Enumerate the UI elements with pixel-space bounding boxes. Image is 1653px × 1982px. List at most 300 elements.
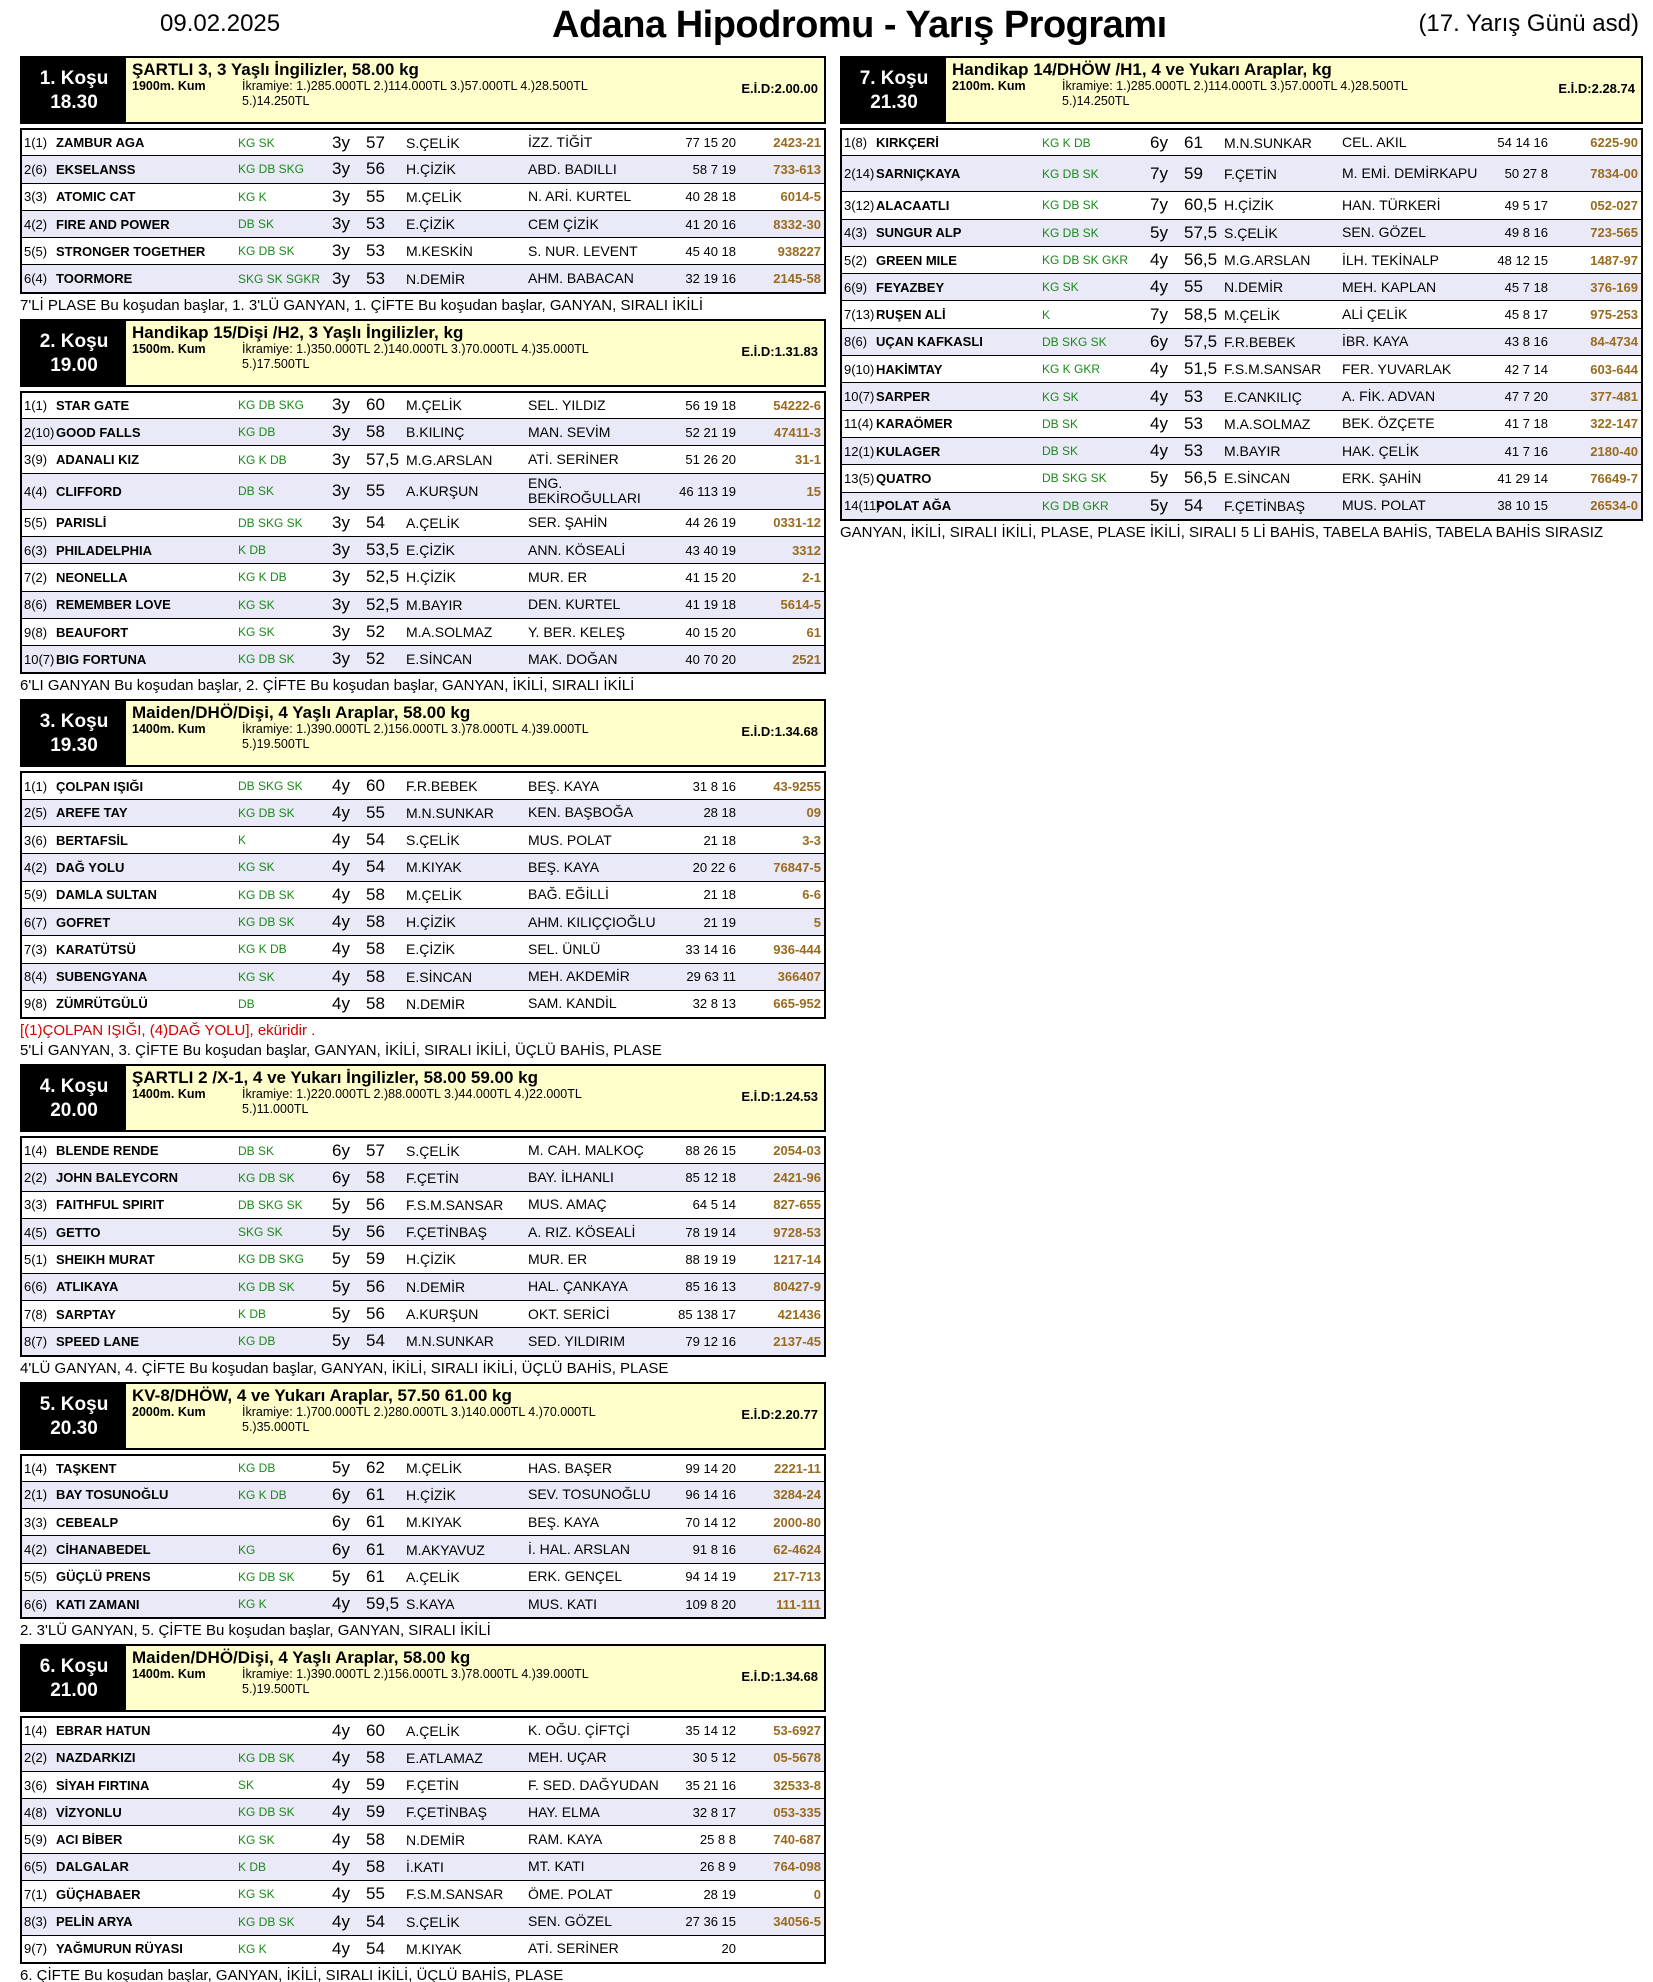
race-header <box>840 56 1643 124</box>
horse-weight: 58 <box>366 1747 385 1767</box>
race-block <box>20 1644 826 1982</box>
horse-stats: 38 10 15 <box>1497 498 1548 514</box>
horse-weight: 58 <box>366 993 385 1013</box>
horse-age: 4y <box>332 1594 350 1614</box>
horse-stats: 26 8 9 <box>699 1859 736 1875</box>
jockey-name: M.BAYIR <box>406 596 463 613</box>
horse-post-number: 5(1) <box>24 1251 48 1267</box>
horse-stats: 31 8 16 <box>692 778 736 794</box>
horse-name: SUNGUR ALP <box>876 225 962 241</box>
horse-equipment: KG DB SK <box>238 1279 295 1294</box>
horse-equipment: KG DB <box>238 425 276 440</box>
horse-row <box>22 128 824 155</box>
horse-equipment: DB SKG SK <box>1042 471 1107 486</box>
horse-age: 6y <box>332 1140 350 1160</box>
horse-stats: 49 5 17 <box>1504 197 1548 213</box>
horse-age: 5y <box>332 1276 350 1296</box>
horse-age: 5y <box>332 1222 350 1242</box>
horse-age: 6y <box>332 1512 350 1532</box>
horse-row <box>22 1454 824 1481</box>
horse-row <box>22 799 824 826</box>
race-block <box>20 319 826 698</box>
horse-form: 32533-8 <box>773 1777 821 1793</box>
horse-equipment: K DB <box>238 1307 267 1322</box>
trainer-name: AHM. KILIÇÇIOĞLU <box>528 913 656 930</box>
trainer-name: ATİ. SERİNER <box>528 1940 619 1957</box>
horse-form: 31-1 <box>794 452 821 468</box>
horse-name: GÜÇLÜ PRENS <box>56 1569 151 1585</box>
horse-weight: 57,5 <box>1184 222 1218 242</box>
trainer-name: OKT. SERİCİ <box>528 1305 610 1322</box>
trainer-name: BEŞ. KAYA <box>528 1513 600 1530</box>
horse-row <box>22 1798 824 1825</box>
horse-weight: 56 <box>366 1276 385 1296</box>
horse-name: SHEIKH MURAT <box>56 1251 155 1267</box>
race-header <box>20 1064 826 1132</box>
horse-row <box>22 881 824 908</box>
horse-stats: 30 5 12 <box>692 1750 736 1766</box>
trainer-name: MUS. AMAÇ <box>528 1196 607 1213</box>
horse-age: 4y <box>332 912 350 932</box>
horse-stats: 77 15 20 <box>685 135 736 151</box>
horse-stats: 48 12 15 <box>1497 252 1548 268</box>
trainer-name: ALİ ÇELİK <box>1342 306 1408 323</box>
race-number-box <box>22 1384 126 1448</box>
horse-post-number: 7(1) <box>24 1886 48 1902</box>
horse-equipment: KG DB SK <box>1042 166 1099 181</box>
horse-post-number: 9(8) <box>24 624 48 640</box>
horse-post-number: 8(3) <box>24 1914 48 1929</box>
jockey-name: F.ÇETİN <box>406 1169 459 1186</box>
jockey-name: H.ÇİZİK <box>406 1486 456 1503</box>
horse-weight: 58 <box>366 912 385 932</box>
race-number: 5. Koşu <box>39 1393 109 1415</box>
horse-form: 8332-30 <box>773 216 821 232</box>
horse-form: 723-565 <box>1590 225 1638 241</box>
horse-form: 26534-0 <box>1590 498 1638 514</box>
horse-stats: 45 8 17 <box>1504 307 1548 323</box>
horse-stats: 41 15 20 <box>685 569 736 585</box>
horse-weight: 61 <box>366 1566 385 1586</box>
horse-weight: 58 <box>366 1829 385 1849</box>
horse-weight: 56 <box>366 1194 385 1214</box>
horse-stats: 45 40 18 <box>685 243 736 259</box>
horse-age: 4y <box>332 1802 350 1822</box>
jockey-name: F.S.M.SANSAR <box>1224 361 1322 378</box>
jockey-name: A.KURŞUN <box>406 1306 479 1323</box>
horse-weight: 56,5 <box>1184 468 1218 488</box>
race-number-box <box>22 321 126 385</box>
horse-row <box>22 1563 824 1590</box>
horse-stats: 29 63 11 <box>686 969 736 985</box>
horse-equipment: KG SK <box>238 969 275 984</box>
horse-form: 665-952 <box>773 996 821 1012</box>
horse-name: TAŞKENT <box>56 1460 117 1476</box>
horse-form: 1217-14 <box>773 1251 821 1267</box>
horse-name: ADANALI KIZ <box>56 452 140 468</box>
trainer-name: MEH. KAPLAN <box>1342 278 1437 295</box>
jockey-name: M.N.SUNKAR <box>406 804 494 821</box>
horse-row <box>22 183 824 210</box>
horse-equipment: K <box>1042 307 1051 322</box>
horse-equipment: DB SK <box>1042 444 1079 459</box>
trainer-name: RAM. KAYA <box>528 1831 603 1848</box>
horse-age: 6y <box>1150 331 1168 351</box>
horse-equipment: KG SK <box>238 1832 275 1847</box>
horse-equipment: KG K <box>238 189 267 204</box>
horse-stats: 64 5 14 <box>692 1197 736 1213</box>
trainer-name: A. RIZ. KÖSEALİ <box>528 1223 636 1240</box>
trainer-name: F. SED. DAĞYUDAN <box>528 1776 659 1793</box>
horse-row <box>22 1218 824 1245</box>
horse-name: ÇOLPAN IŞIĞI <box>56 778 144 794</box>
trainer-name: SAM. KANDİL <box>528 995 617 1012</box>
horse-form: 6225-90 <box>1590 135 1638 151</box>
horse-weight: 53 <box>366 241 385 261</box>
horse-row <box>842 219 1641 246</box>
jockey-name: S.ÇELİK <box>1224 224 1278 241</box>
horse-name: PARISLİ <box>56 515 107 531</box>
horse-post-number: 3(6) <box>24 1777 48 1793</box>
jockey-name: A.ÇELİK <box>406 1722 460 1739</box>
horse-equipment: SK <box>238 1778 255 1793</box>
horse-name: EKSELANSS <box>56 161 136 177</box>
horse-form: 76649-7 <box>1590 470 1638 486</box>
jockey-name: F.S.M.SANSAR <box>406 1886 504 1903</box>
horse-age: 4y <box>332 1720 350 1740</box>
race-number-box <box>22 701 126 765</box>
trainer-name: CEL. AKIL <box>1342 134 1407 151</box>
horse-form: 5 <box>813 914 821 930</box>
jockey-name: S.ÇELİK <box>406 832 460 849</box>
horse-row <box>22 264 824 291</box>
horse-age: 5y <box>332 1566 350 1586</box>
horse-name: ZÜMRÜTGÜLÜ <box>56 996 148 1012</box>
trainer-name: İLH. TEKİNALP <box>1342 251 1440 268</box>
jockey-name: H.ÇİZİK <box>406 569 456 586</box>
horse-equipment: KG DB SK <box>238 1805 295 1820</box>
race-prize: İkramiye: 1.)700.000TL 2.)280.000TL 3.)140.000TL 4.)70.000TL <box>242 1404 596 1419</box>
horse-post-number: 5(5) <box>24 243 48 259</box>
horse-post-number: 9(7) <box>24 1941 48 1957</box>
horse-equipment: KG SK <box>1042 389 1079 404</box>
horse-equipment: KG SK <box>238 135 275 150</box>
jockey-name: A.ÇELİK <box>406 514 460 531</box>
horse-equipment: KG K GKR <box>1042 362 1101 377</box>
trainer-name: N. ARİ. KURTEL <box>528 188 632 205</box>
horse-row <box>842 300 1641 327</box>
horse-row <box>842 437 1641 464</box>
horse-equipment: KG DB SK GKR <box>1042 253 1129 268</box>
horse-post-number: 6(9) <box>844 279 868 295</box>
horse-age: 4y <box>332 1938 350 1958</box>
horse-equipment: KG DB <box>238 1461 276 1476</box>
trainer-name: MT. KATI <box>528 1858 585 1875</box>
horse-stats: 58 7 19 <box>692 161 736 177</box>
race-title: Maiden/DHÖ/Dişi, 4 Yaşlı Araplar, 58.00 kg <box>132 703 471 723</box>
horse-equipment: KG DB SKG <box>238 398 305 413</box>
horse-form: 3-3 <box>802 832 821 848</box>
trainer-name: K. OĞU. ÇİFTÇİ <box>528 1722 630 1739</box>
horse-form: 62-4624 <box>773 1542 821 1558</box>
race-header <box>20 1644 826 1712</box>
horse-row <box>22 1590 824 1617</box>
horse-name: UÇAN KAFKASLI <box>876 334 983 350</box>
race-block <box>20 1064 826 1379</box>
horse-name: BIG FORTUNA <box>56 651 147 667</box>
horse-stats: 21 18 <box>703 887 736 903</box>
horse-row <box>22 210 824 237</box>
horse-row <box>842 492 1641 519</box>
jockey-name: M.KIYAK <box>406 1940 462 1957</box>
horse-equipment: KG <box>238 1542 256 1557</box>
horse-stats: 42 7 14 <box>1504 361 1548 377</box>
horse-name: PHILADELPHIA <box>56 542 153 558</box>
horse-post-number: 6(6) <box>24 1279 48 1295</box>
horse-age: 3y <box>332 422 350 442</box>
race-prize: İkramiye: 1.)285.000TL 2.)114.000TL 3.)57.000TL 4.)28.500TL <box>1062 79 1408 93</box>
horse-post-number: 4(3) <box>844 225 868 241</box>
horse-age: 3y <box>332 395 350 415</box>
horse-post-number: 1(8) <box>844 135 868 151</box>
horse-weight: 56,5 <box>1184 250 1218 270</box>
jockey-name: M.AKYAVUZ <box>406 1541 485 1558</box>
horse-post-number: 10(7) <box>24 651 55 667</box>
horse-post-number: 1(4) <box>24 1460 48 1476</box>
horse-age: 3y <box>332 540 350 560</box>
horse-name: BLENDE RENDE <box>56 1143 159 1159</box>
horse-equipment: KG K DB <box>238 942 287 957</box>
horse-stats: 49 8 16 <box>1504 225 1548 241</box>
horse-equipment: K DB <box>238 1859 267 1874</box>
horse-stats: 44 26 19 <box>685 515 736 531</box>
horse-equipment: DB SK <box>238 1143 275 1158</box>
horse-equipment: KG DB SK <box>238 887 295 902</box>
horse-post-number: 4(4) <box>24 483 48 499</box>
trainer-name: BAY. İLHANLI <box>528 1169 614 1186</box>
horse-weight: 52,5 <box>366 567 400 587</box>
horse-equipment: K DB <box>238 543 267 558</box>
horse-post-number: 5(9) <box>24 887 48 903</box>
horse-post-number: 6(7) <box>24 914 48 930</box>
race-time: 19.30 <box>50 735 98 757</box>
horse-name: KULAGER <box>876 443 941 459</box>
horse-row <box>842 464 1641 491</box>
horse-age: 3y <box>332 481 350 501</box>
trainer-name: ÖME. POLAT <box>528 1885 613 1902</box>
horse-equipment: KG DB SKG <box>238 1252 305 1267</box>
horse-stats: 88 26 15 <box>685 1143 736 1159</box>
horse-equipment: KG DB SK <box>238 244 295 259</box>
jockey-name: M.ÇELİK <box>1224 306 1281 323</box>
trainer-name: MUR. ER <box>528 1250 588 1267</box>
horse-stats: 99 14 20 <box>685 1460 736 1476</box>
horse-table <box>20 771 826 1019</box>
trainer-name: ERK. ŞAHİN <box>1342 469 1422 486</box>
horse-row <box>22 536 824 563</box>
horse-equipment: KG K DB <box>238 570 287 585</box>
horse-post-number: 9(8) <box>24 996 48 1012</box>
horse-stats: 41 7 18 <box>1504 416 1548 432</box>
horse-form: 3312 <box>792 542 821 558</box>
horse-form: 322-147 <box>1590 416 1638 432</box>
race-time: 20.30 <box>50 1417 98 1439</box>
horse-stats: 20 <box>721 1941 736 1957</box>
horse-name: TOORMORE <box>56 271 133 287</box>
horse-age: 5y <box>332 1249 350 1269</box>
horse-age: 5y <box>332 1458 350 1478</box>
horse-row <box>22 826 824 853</box>
horse-equipment: DB SKG SK <box>1042 334 1107 349</box>
horse-age: 3y <box>332 622 350 641</box>
horse-stats: 27 36 15 <box>685 1914 736 1929</box>
horse-post-number: 3(6) <box>24 832 48 848</box>
horse-post-number: 5(9) <box>24 1832 48 1848</box>
horse-row <box>22 1853 824 1880</box>
horse-post-number: 14(11) <box>844 498 881 514</box>
horse-table <box>20 128 826 294</box>
horse-stats: 52 21 19 <box>685 424 736 440</box>
horse-form: 936-444 <box>773 941 821 957</box>
horse-post-number: 5(2) <box>844 252 868 268</box>
jockey-name: N.DEMİR <box>406 1278 466 1295</box>
horse-stats: 40 28 18 <box>685 189 736 205</box>
horse-stats: 46 113 19 <box>679 483 736 499</box>
horse-stats: 78 19 14 <box>685 1224 736 1240</box>
horse-post-number: 4(5) <box>24 1224 48 1240</box>
horse-name: HAKİMTAY <box>876 361 943 377</box>
horse-row <box>22 473 824 509</box>
horse-equipment: K <box>238 833 247 848</box>
horse-age: 4y <box>1150 250 1168 270</box>
horse-name: ACI BİBER <box>56 1832 123 1848</box>
horse-form: 09 <box>806 805 821 821</box>
jockey-name: M.G.ARSLAN <box>406 451 493 468</box>
race-date: 09.02.2025 <box>160 10 281 37</box>
horse-equipment: KG DB SK <box>1042 225 1099 240</box>
jockey-name: M.ÇELİK <box>406 886 463 903</box>
jockey-name: N.DEMİR <box>406 1831 466 1848</box>
trainer-name: MAK. DOĞAN <box>528 650 618 667</box>
horse-weight: 56 <box>366 159 385 179</box>
horse-name: VİZYONLU <box>56 1804 122 1820</box>
trainer-name: BEK. ÖZÇETE <box>1342 415 1435 432</box>
horse-post-number: 7(8) <box>24 1306 48 1322</box>
trainer-name: BEŞ. KAYA <box>528 777 600 794</box>
horse-table <box>20 1716 826 1964</box>
horse-weight: 54 <box>366 512 385 532</box>
jockey-name: M.A.SOLMAZ <box>406 624 493 640</box>
trainer-name: MUS. POLAT <box>528 831 612 848</box>
horse-weight: 52,5 <box>366 594 400 614</box>
trainer-name: DEN. KURTEL <box>528 596 621 613</box>
horse-age: 4y <box>1150 359 1168 379</box>
horse-name: SUBENGYANA <box>56 969 148 985</box>
horse-post-number: 5(5) <box>24 515 48 531</box>
race-distance: 1900m. Kum <box>132 79 206 93</box>
horse-age: 6y <box>332 1539 350 1559</box>
horse-name: NEONELLA <box>56 569 128 585</box>
horse-stats: 96 14 16 <box>685 1487 736 1503</box>
horse-row <box>842 246 1641 273</box>
horse-row <box>842 328 1641 355</box>
horse-stats: 28 18 <box>703 805 736 821</box>
horse-stats: 33 14 16 <box>685 941 736 957</box>
race-prize: İkramiye: 1.)285.000TL 2.)114.000TL 3.)57.000TL 4.)28.500TL <box>242 79 588 93</box>
horse-name: KARATÜTSÜ <box>56 941 136 957</box>
horse-form: 938227 <box>777 243 821 259</box>
jockey-name: M.ÇELİK <box>406 188 463 205</box>
trainer-name: SEN. GÖZEL <box>1342 224 1427 241</box>
horse-row <box>22 1327 824 1354</box>
horse-post-number: 2(6) <box>24 161 48 177</box>
horse-age: 3y <box>332 594 350 614</box>
race-number: 6. Koşu <box>39 1656 109 1678</box>
horse-stats: 54 14 16 <box>1497 135 1548 151</box>
horse-equipment: KG K DB <box>238 452 287 467</box>
horse-post-number: 1(1) <box>24 778 48 794</box>
horse-weight: 54 <box>366 1938 385 1958</box>
race-time: 19.00 <box>50 354 98 376</box>
race-header <box>20 699 826 767</box>
horse-form: 2221-11 <box>774 1460 821 1476</box>
bet-types-note: 6. ÇİFTE Bu koşudan başlar, GANYAN, İKİLİ, SIRALI İKİLİ, ÜÇLÜ BAHİS, PLASE <box>20 1966 564 1982</box>
horse-row <box>22 1136 824 1163</box>
horse-name: GETTO <box>56 1224 101 1240</box>
jockey-name: E.CANKILIÇ <box>1224 388 1302 405</box>
horse-age: 4y <box>332 857 350 877</box>
horse-equipment: DB SK <box>238 217 275 232</box>
horse-weight: 59 <box>366 1775 385 1795</box>
trainer-name: İZZ. TİĞİT <box>528 134 593 151</box>
horse-age: 4y <box>332 802 350 822</box>
horse-row <box>22 237 824 264</box>
race-info <box>126 321 824 385</box>
race-title: ŞARTLI 3, 3 Yaşlı İngilizler, 58.00 kg <box>132 60 419 79</box>
horse-name: AREFE TAY <box>56 805 128 821</box>
horse-stats: 43 8 16 <box>1504 334 1548 350</box>
page-title: Adana Hipodromu - Yarış Programı <box>552 4 1167 46</box>
horse-form: 111-111 <box>776 1596 821 1612</box>
horse-age: 5y <box>332 1194 350 1214</box>
trainer-name: MEH. AKDEMİR <box>528 968 630 985</box>
jockey-name: S.ÇELİK <box>406 1142 460 1159</box>
horse-age: 4y <box>332 776 350 796</box>
race-time: 18.30 <box>50 92 98 113</box>
horse-form: 376-169 <box>1590 279 1638 295</box>
horse-form: 052-027 <box>1590 197 1638 213</box>
horse-equipment: KG K <box>238 1597 267 1612</box>
jockey-name: M.ÇELİK <box>406 1460 463 1477</box>
race-title: Handikap 15/Dişi /H2, 3 Yaşlı İngilizler, kg <box>132 322 464 342</box>
jockey-name: H.ÇİZİK <box>406 1251 456 1268</box>
horse-age: 7y <box>1150 195 1168 215</box>
jockey-name: E.ÇİZİK <box>406 542 456 559</box>
jockey-name: M.KIYAK <box>406 1514 462 1531</box>
horse-row <box>22 1273 824 1300</box>
horse-name: PELİN ARYA <box>56 1914 133 1929</box>
horse-weight: 54 <box>366 1331 385 1351</box>
horse-name: CLIFFORD <box>56 483 122 499</box>
horse-name: DAMLA SULTAN <box>56 887 157 903</box>
horse-age: 4y <box>1150 413 1168 433</box>
race-info <box>126 1646 824 1710</box>
horse-equipment: KG DB SK <box>238 915 295 930</box>
horse-name: POLAT AĞA <box>876 498 952 514</box>
trainer-name: SEL. YILDIZ <box>528 396 606 413</box>
horse-age: 5y <box>1150 468 1168 488</box>
horse-age: 5y <box>332 1304 350 1324</box>
